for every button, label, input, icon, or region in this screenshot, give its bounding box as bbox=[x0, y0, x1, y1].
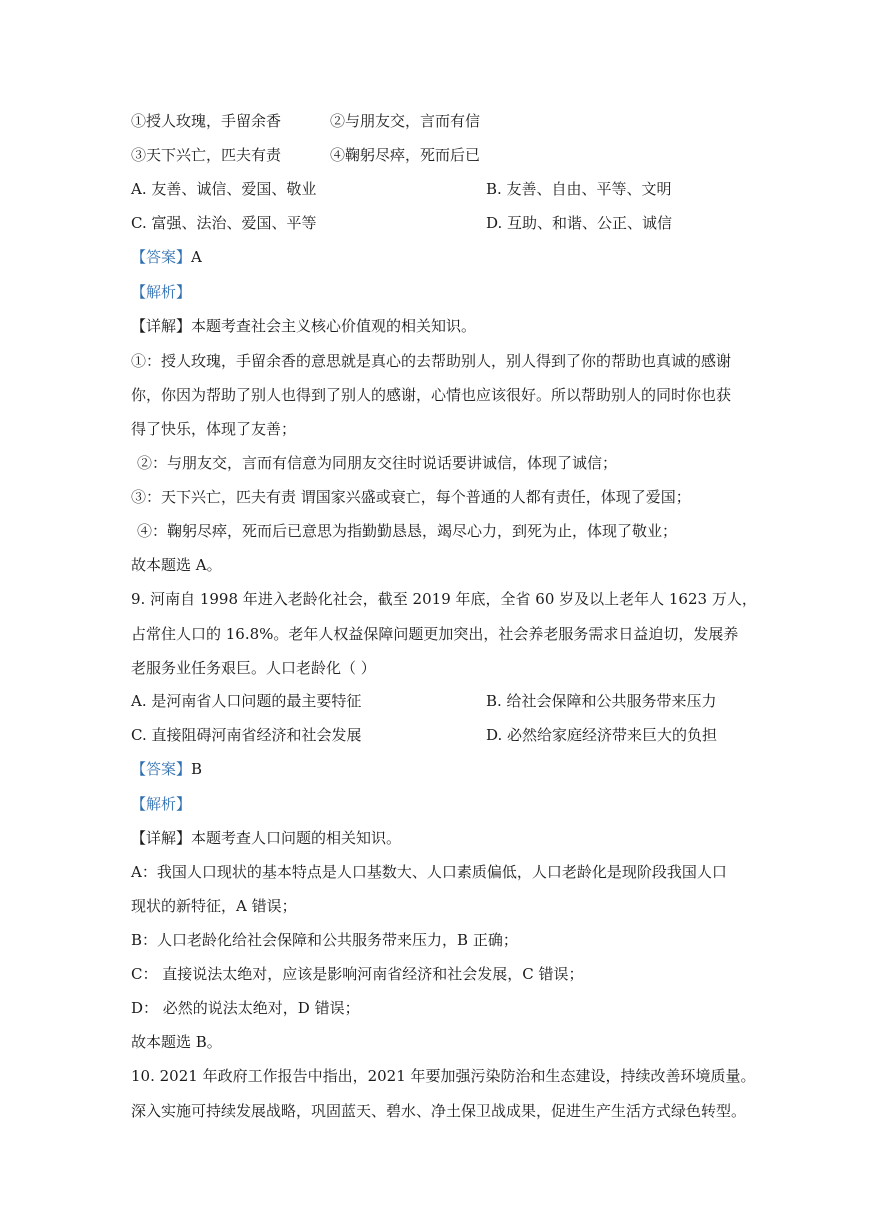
answer-tag: 【答案】 bbox=[131, 760, 192, 778]
q8-detail-line: 【详解】本题考查社会主义核心价值观的相关知识。 bbox=[131, 317, 477, 335]
q9-detail-line: 现状的新特征，A 错误； bbox=[131, 897, 297, 915]
answer-tag: 【答案】 bbox=[131, 248, 192, 266]
q8-detail-line: ③：天下兴亡，匹夫有责 谓国家兴盛或衰亡，每个普通的人都有责任，体现了爱国； bbox=[131, 488, 691, 506]
q9-answer bbox=[131, 759, 202, 779]
q9-detail-line: 故本题选 B。 bbox=[131, 1033, 222, 1051]
q9-option-b: B. 给社会保障和公共服务带来压力 bbox=[486, 692, 717, 710]
q9-option-c: C. 直接阻碍河南省经济和社会发展 bbox=[131, 726, 362, 744]
q8-detail-line: 故本题选 A。 bbox=[131, 556, 222, 574]
q8-item-3: ③天下兴亡，匹夫有责 bbox=[131, 146, 282, 164]
q9-detail-line: D： 必然的说法太绝对，D 错误； bbox=[131, 999, 360, 1017]
q8-item-2: ②与朋友交，言而有信 bbox=[330, 112, 481, 130]
q9-detail-line: B：人口老龄化给社会保障和公共服务带来压力，B 正确； bbox=[131, 931, 518, 949]
q8-item-1: ①授人玫瑰，手留余香 bbox=[131, 112, 282, 130]
q8-detail-line: 你，你因为帮助了别人也得到了别人的感谢，心情也应该很好。所以帮助别人的同时你也获 bbox=[131, 386, 732, 404]
q9-analysis-tag: 【解析】 bbox=[131, 795, 192, 813]
q8-detail-line: ②：与朋友交，言而有信意为同朋友交往时说话要讲诚信，体现了诚信； bbox=[137, 454, 618, 472]
q9-detail-line: A：我国人口现状的基本特点是人口基数大、人口素质偏低，人口老龄化是现阶段我国人口 bbox=[131, 863, 727, 881]
q8-answer bbox=[131, 247, 202, 267]
q9-stem-line: 占常住人口的 16.8%。老年人权益保障问题更加突出，社会养老服务需求日益迫切，发展养 bbox=[131, 625, 739, 643]
q10-stem-line: 10. 2021 年政府工作报告中指出，2021 年要加强污染防治和生态建设，持续改善环境质量。 bbox=[131, 1067, 756, 1085]
q9-stem-line: 9. 河南自 1998 年进入老龄化社会，截至 2019 年底，全省 60 岁及以上老年人 1623 万人， bbox=[131, 590, 757, 608]
q8-detail-line: ④：鞠躬尽瘁，死而后已意思为指勤勤恳恳，竭尽心力，到死为止，体现了敬业； bbox=[137, 522, 678, 540]
q9-detail-line: C： 直接说法太绝对，应该是影响河南省经济和社会发展，C 错误； bbox=[131, 965, 584, 983]
q8-detail-line: 得了快乐，体现了友善； bbox=[131, 420, 297, 438]
q8-item-4: ④鞠躬尽瘁，死而后已 bbox=[330, 146, 481, 164]
q9-stem-line: 老服务业任务艰巨。人口老龄化（ ） bbox=[131, 659, 376, 677]
q10-stem-line: 深入实施可持续发展战略，巩固蓝天、碧水、净土保卫战成果，促进生产生活方式绿色转型。 bbox=[131, 1102, 747, 1120]
q8-option-d: D. 互助、和谐、公正、诚信 bbox=[486, 214, 673, 232]
q9-option-d: D. 必然给家庭经济带来巨大的负担 bbox=[486, 726, 718, 744]
q9-option-a: A. 是河南省人口问题的最主要特征 bbox=[131, 692, 362, 710]
q8-option-c: C. 富强、法治、爱国、平等 bbox=[131, 214, 317, 232]
answer-value: B bbox=[191, 760, 203, 778]
answer-value: A bbox=[191, 248, 202, 266]
q9-detail-line: 【详解】本题考查人口问题的相关知识。 bbox=[131, 829, 402, 847]
q8-option-a: A. 友善、诚信、爱国、敬业 bbox=[131, 180, 317, 198]
q8-detail-line: ①：授人玫瑰，手留余香的意思就是真心的去帮助别人，别人得到了你的帮助也真诚的感谢 bbox=[131, 352, 732, 370]
q8-analysis-tag: 【解析】 bbox=[131, 283, 192, 301]
q8-option-b: B. 友善、自由、平等、文明 bbox=[486, 180, 672, 198]
